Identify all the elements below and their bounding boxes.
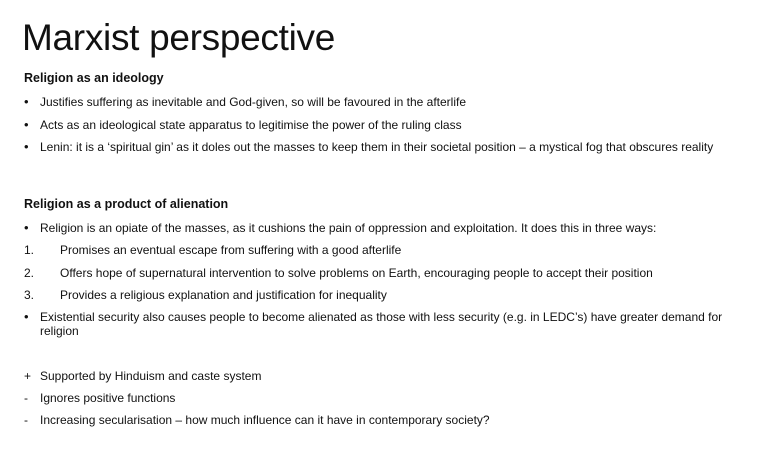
bullet-text: Existential security also causes people to become alienated as those with less security (e.g. in LEDC’s) have greater demand for religion	[40, 310, 723, 338]
evaluation-item-negative	[24, 413, 754, 427]
evaluation-item-positive	[24, 369, 754, 383]
plus-marker: +	[24, 369, 32, 383]
bullet-item	[24, 310, 754, 338]
evaluation-item-negative	[24, 391, 754, 405]
section-heading-alienation: Religion as a product of alienation	[24, 197, 229, 211]
bullet-item	[24, 221, 754, 235]
evaluation-text: Supported by Hinduism and caste system	[40, 369, 262, 383]
numbered-text: Promises an eventual escape from suffering with a good afterlife	[60, 243, 402, 257]
numbered-item	[24, 288, 754, 302]
evaluation-text: Ignores positive functions	[40, 391, 176, 405]
numbered-text: Provides a religious explanation and justification for inequality	[60, 288, 387, 302]
bullet-text: Religion is an opiate of the masses, as it cushions the pain of oppression and exploitation. It does this in three ways:	[40, 221, 657, 235]
bullet-text: Acts as an ideological state apparatus to legitimise the power of the ruling class	[40, 118, 462, 132]
bullet-item	[24, 95, 754, 109]
bullet-marker: •	[24, 220, 29, 235]
bullet-marker: •	[24, 309, 29, 324]
bullet-text: Justifies suffering as inevitable and God-given, so will be favoured in the afterlife	[40, 95, 467, 109]
number-marker: 2.	[24, 266, 35, 280]
bullet-item	[24, 140, 754, 154]
bullet-marker: •	[24, 139, 29, 154]
bullet-marker: •	[24, 117, 29, 132]
numbered-item	[24, 266, 754, 280]
bullet-marker: •	[24, 94, 29, 109]
numbered-item	[24, 243, 754, 257]
minus-marker: -	[24, 413, 28, 427]
section-heading-ideology: Religion as an ideology	[24, 71, 164, 85]
minus-marker: -	[24, 391, 28, 405]
number-marker: 1.	[24, 243, 35, 257]
slide-title: Marxist perspective	[22, 17, 336, 58]
numbered-text: Offers hope of supernatural intervention to solve problems on Earth, encouraging people to accept their position	[60, 266, 653, 280]
number-marker: 3.	[24, 288, 35, 302]
bullet-text: Lenin: it is a ‘spiritual gin’ as it doles out the masses to keep them in their societal position – a mystical fog that obscures reality	[40, 140, 714, 154]
bullet-item	[24, 118, 754, 132]
evaluation-text: Increasing secularisation – how much influence can it have in contemporary society?	[40, 413, 490, 427]
